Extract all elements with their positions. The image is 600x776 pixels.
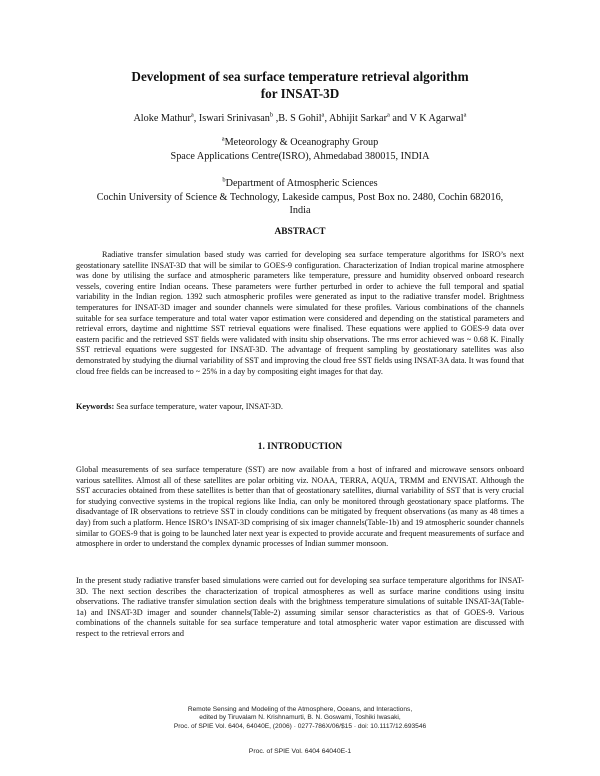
author: Abhijit Sarkar: [328, 113, 387, 124]
paper-title: [60, 68, 540, 102]
affiliation-mark: a: [221, 135, 225, 143]
author-affil-mark: b: [269, 111, 274, 119]
author-separator: and: [389, 113, 410, 124]
author-affil-mark: a: [386, 111, 390, 119]
footer-line: Proc. of SPIE Vol. 6404, 64040E, (2006) · 0277-786X/06/$15 · doi: 10.1117/12.693546: [173, 722, 427, 730]
abstract-heading: ABSTRACT: [274, 227, 326, 237]
affiliation-country: India: [289, 205, 311, 216]
affiliation-group: Meteorology & Oceanography Group: [224, 137, 379, 148]
title-line-2: for INSAT-3D: [260, 86, 340, 101]
section-heading-introduction: 1. INTRODUCTION: [257, 442, 343, 452]
affiliation-institution: Space Applications Centre(ISRO), Ahmedabad 380015, INDIA: [170, 150, 430, 162]
author: Aloke Mathur: [133, 113, 191, 124]
affiliation-b: [40, 177, 560, 218]
footer-line: edited by Tiruvalam N. Krishnamurti, B. N. Goswami, Toshiki Iwasaki,: [199, 714, 401, 722]
affiliation-department: Department of Atmospheric Sciences: [225, 178, 378, 189]
author-separator: ,: [193, 113, 199, 124]
author-affil-mark: a: [463, 111, 467, 119]
publication-footer: [0, 706, 600, 731]
author-separator: ,: [324, 113, 329, 124]
keywords-label: Keywords:: [76, 402, 115, 411]
affiliation-mark: b: [222, 176, 226, 184]
affiliation-institution: Cochin University of Science & Technology, Lakeside campus, Post Box no. 2480, Cochin 682016,: [96, 191, 504, 203]
page-number: Proc. of SPIE Vol. 6404 64040E-1: [248, 748, 352, 755]
title-line-1: Development of sea surface temperature retrieval algorithm: [131, 69, 469, 84]
author: Iswari Srinivasan: [198, 113, 270, 124]
intro-paragraph-1: Global measurements of sea surface temperature (SST) are now available from a host of infrared and microwave sensors onboard various satellites. Almost all of these satellites are polar orbiting viz. NOAA, TERRA, AQUA, TRMM and ENVISAT. Although the SST accuracies obtained from these satellites is better than that of geostationary satellites, diurnal variability of SST that is very crucial for studying convective systems in the tropical regions like India, can only be monitored through geostationary space platforms. The disadvantage of IR observations to retrieve SST in cloudy conditions can be mitigated by frequent observations (as many as 48 times a day) from such a platform. Hence ISRO’s INSAT-3D comprising of six imager channels(Table-1b) and 19 atmospheric sounder channels similar to GOES-9 that is going to be launched later next year is expected to provide accurate and frequent measurements of surface and atmosphere in order to understand the complex dynamic processes of Indian summer monsoon.: [76, 465, 524, 549]
author-affil-mark: a: [190, 111, 194, 119]
keywords-line: [76, 402, 524, 413]
keywords-text: Sea surface temperature, water vapour, INSAT-3D.: [116, 402, 283, 411]
author-list: [40, 112, 560, 126]
affiliation-a: [40, 136, 560, 163]
abstract-text: Radiative transfer simulation based study was carried for developing sea surface temperature algorithms for ISRO’s next geostationary satellite INSAT-3D that will be similar to GOES-9 configuration. Characterization of Indian tropical marine atmosphere was done by utilising the surface and atmospheric parameters like temperature, pressure and humidity observed onboard research vessels, covering entire Indian oceans. These parameters were further perturbed in order to achieve the full temporal and spatial variability in the Indian region. 1392 such atmospheric profiles were generated as input to the radiative transfer model. Brightness temperatures for INSAT-3D imager and sounder channels were simulated for these profiles. Various combinations of the channels suitable for sea surface temperature and total water vapor estimation were considered and depending on the statistical parameters and retrieval errors, daytime and nighttime SST retrieval equations were finalised. These equations were applied to GOES-9 data over eastern pacific and the retrieved SST fields were validated with insitu ship observations. The rms error achieved was ~ 0.68 K. Finally SST retrieval equations were suggested for INSAT-3D. The advantage of frequent sampling by geostationary satellites was also demonstrated by studying the diurnal variability of SST and improving the cloud free SST fields using INSAT-3A data. It was found that cloud free fields can be increased to ~ 25% in a day by compositing eight images for that day.: [76, 250, 524, 376]
author-affil-mark: a: [321, 111, 325, 119]
author-separator: ,: [273, 113, 279, 124]
intro-paragraph-2: In the present study radiative transfer based simulations were carried out for developing sea surface temperature algorithms for INSAT-3D. The next section describes the characterization of tropical atmospheres as well as surface marine conditions using insitu observations. The radiative transfer simulation section deals with the brightness temperature simulations of suitable INSAT-3A(Table-1a) and INSAT-3D imager and sounder channels(Table-2) assuming similar sensor characteristics as that of GOES-9. Various combinations of the channels suitable for sea surface temperature and total atmospheric water vapor estimation are discussed with respect to the retrieval errors and: [76, 576, 524, 638]
author: B. S Gohil: [278, 113, 322, 124]
author: V K Agarwal: [409, 113, 464, 124]
footer-line: Remote Sensing and Modeling of the Atmosphere, Oceans, and Interactions,: [187, 706, 413, 713]
